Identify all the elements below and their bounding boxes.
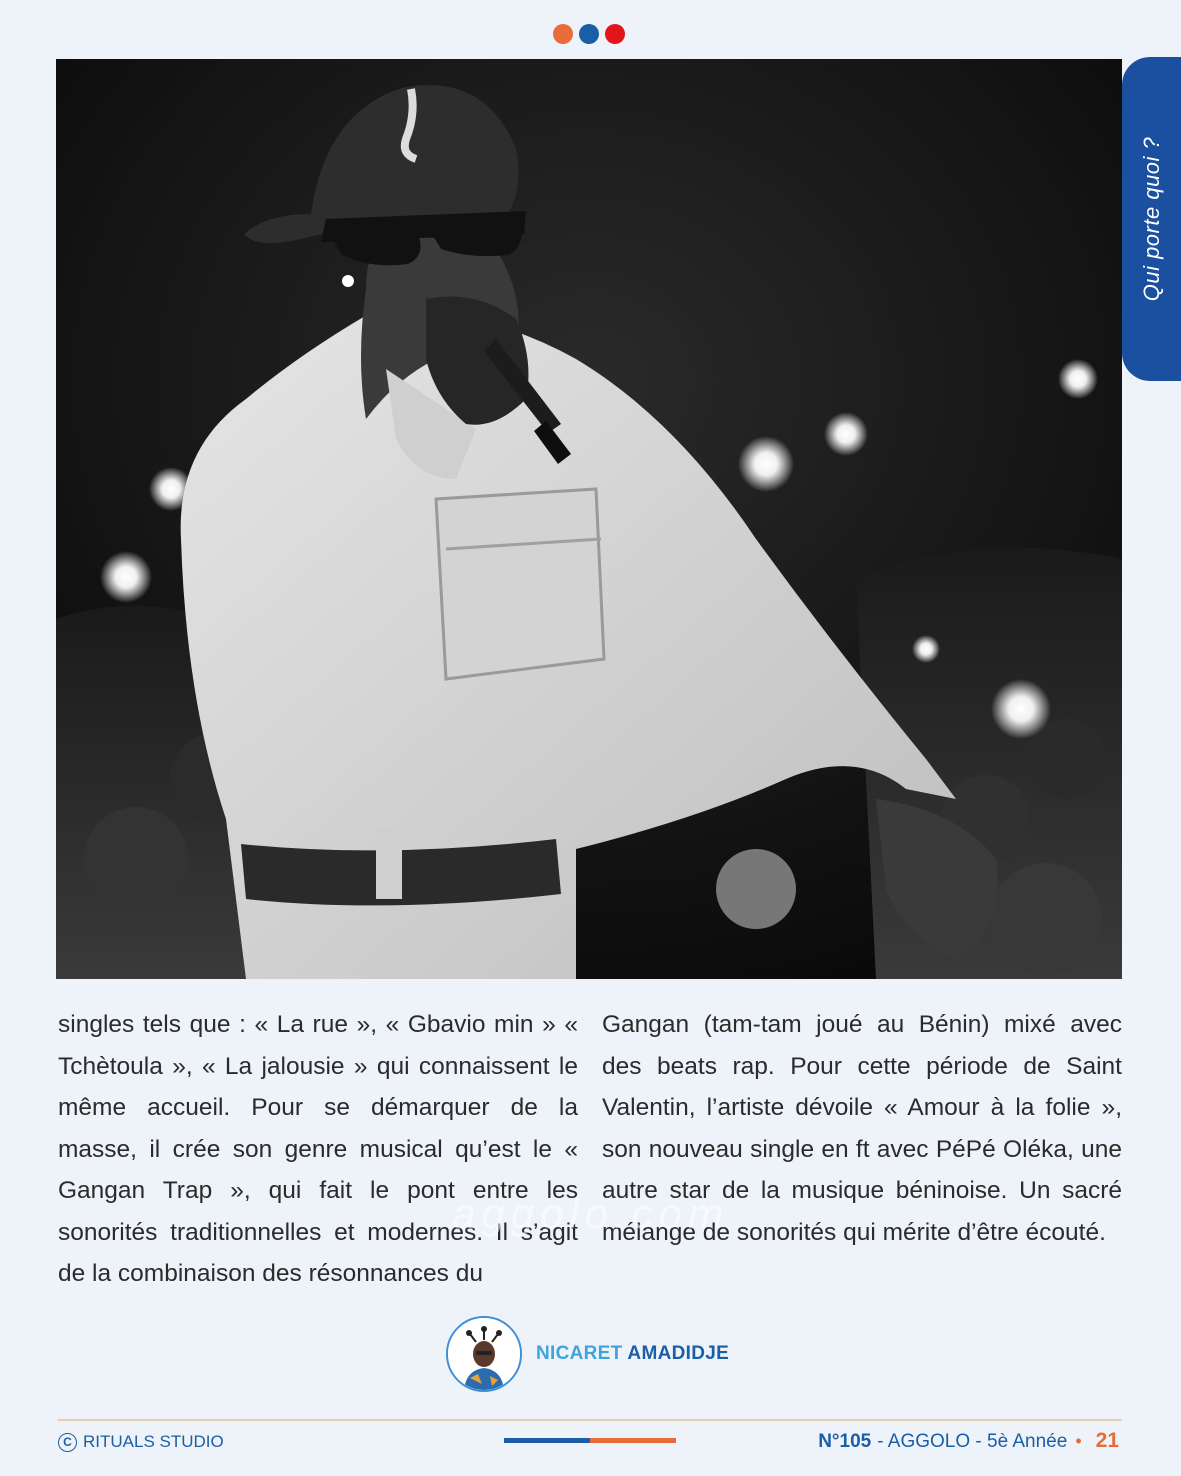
blue-dot [579,24,599,44]
issue-number: N°105 [818,1431,872,1452]
studio-name: RITUALS STUDIO [83,1432,224,1451]
watermark: aggolo.com [452,1190,730,1237]
section-tab[interactable] [1122,57,1181,381]
author-name [536,1343,729,1365]
footer-bullet: • [1075,1431,1082,1451]
orange-dot [553,24,573,44]
concert-photo [56,59,1122,979]
decorative-dots [553,24,625,44]
author-avatar [446,1316,522,1392]
footer-issue-info [818,1429,1119,1453]
author-last-name: AMADIDJE [627,1343,730,1364]
footer-bar-orange [590,1438,676,1443]
footer-divider [58,1419,1122,1421]
section-tab-label: Qui porte quoi ? [1138,136,1164,302]
concert-photo-illustration [56,59,1122,979]
footer-credit [58,1432,224,1452]
author-first-name: NICARET [536,1343,623,1364]
page-number: 21 [1095,1429,1119,1452]
footer-color-bar [504,1438,676,1443]
article-paragraph-right: Gangan (tam-tam joué au Bénin) mixé avec des beats rap. Pour cette période de Saint Valentin, l’artiste dévoile « Amour à la folie », son nouveau single en ft avec PéPé Oléka, une autre star de la musique béninoise. Un sacré mélange de sonorités qui mérite d’être écouté. [602,1011,1122,1246]
article-paragraph-left: singles tels que : « La rue », « Gbavio min » « Tchètoula », « La jalousie » qui connaissent le même accueil. Pour se démarquer de la masse, il crée son genre musical qu’est le « Gangan Trap », qui fait le pont entre les sonorités traditionnelles et modernes. Il s’agit de la combinaison des résonnances du [58,1011,578,1287]
copyright-icon: C [58,1433,77,1452]
article-column-left [58,1004,578,1295]
author-signature [446,1316,729,1392]
issue-details: - AGGOLO - 5è Année [877,1431,1068,1452]
footer-bar-blue [504,1438,590,1443]
red-dot [605,24,625,44]
